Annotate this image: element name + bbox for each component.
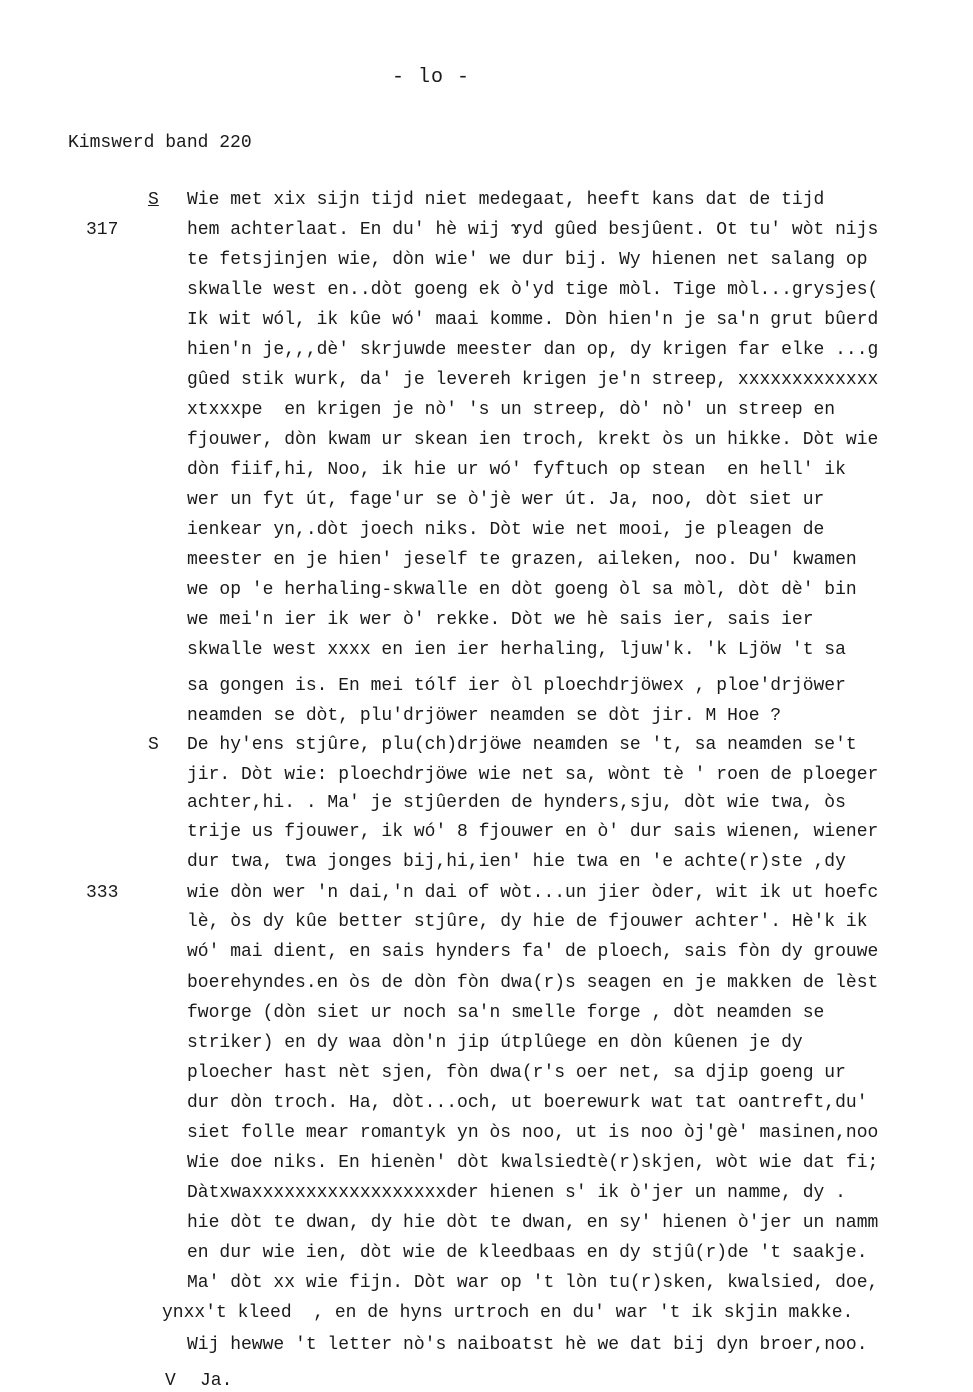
transcript-line: Wie doe niks. En hienèn' dòt kwalsiedtè(r)skjen, wòt wie dat fi; <box>187 1153 879 1173</box>
transcript-line: striker) en dy waa dòn'n jip útplûege en dòn kûenen je dy <box>187 1033 803 1053</box>
transcript-line: Wij hewwe 't letter nò's naiboatst hè we dat bij dyn broer,noo. <box>187 1335 868 1355</box>
transcript-line: Ma' dòt xx wie fijn. Dòt war op 't lòn tu(r)sken, kwalsied, doe, <box>187 1273 879 1293</box>
speaker-marker: S <box>148 190 159 210</box>
transcript-line: ienkear yn,.dòt joech niks. Dòt wie net mooi, je pleagen de <box>187 520 825 540</box>
transcript-line: Dàtxwaxxxxxxxxxxxxxxxxxxder hienen s' ik ò'jer un namme, dy . <box>187 1183 846 1203</box>
transcript-line: we mei'n ier ik wer ò' rekke. Dòt we hè sais ier, sais ier <box>187 610 814 630</box>
transcript-line: hien'n je,,,dè' skrjuwde meester dan op, dy krigen far elke ...g <box>187 340 879 360</box>
transcript-line: jir. Dòt wie: ploechdrjöwe wie net sa, wònt tè ' roen de ploeger <box>187 765 879 785</box>
speaker-marker: S <box>148 735 159 755</box>
speaker-marker: V <box>165 1371 176 1391</box>
transcript-line: achter,hi. . Ma' je stjûerden de hynders,sju, dòt wie twa, òs <box>187 793 846 813</box>
transcript-line: dur dòn troch. Ha, dòt...och, ut boerewurk wat tat oantreft,du' <box>187 1093 868 1113</box>
transcript-line: gûed stik wurk, da' je levereh krigen je'n streep, xxxxxxxxxxxxx <box>187 370 879 390</box>
transcript-line: skwalle west xxxx en ien ier herhaling, ljuw'k. 'k Ljöw 't sa <box>187 640 846 660</box>
page-number: - lo - <box>392 66 471 89</box>
transcript-line: fworge (dòn siet ur noch sa'n smelle forge , dòt neamden se <box>187 1003 825 1023</box>
transcript-line: siet folle mear romantyk yn òs noo, ut is noo òj'gè' masinen,noo <box>187 1123 879 1143</box>
transcript-line: dòn fiif,hi, Noo, ik hie ur wó' fyftuch op stean en hell' ik <box>187 460 846 480</box>
transcript-line: skwalle west en..dòt goeng ek ò'yd tige mòl. Tige mòl...grysjes( <box>187 280 879 300</box>
transcript-line: lè, òs dy kûe better stjûre, dy hie de fjouwer achter'. Hè'k ik <box>187 912 868 932</box>
transcript-line: Wie met xix sijn tijd niet medegaat, heeft kans dat de tijd <box>187 190 825 210</box>
transcript-line: dur twa, twa jonges bij,hi,ien' hie twa en 'e achte(r)ste ,dy <box>187 852 846 872</box>
transcript-line: te fetsjinjen wie, dòn wie' we dur bij. Wy hienen net salang op <box>187 250 868 270</box>
margin-number: 333 <box>86 883 119 903</box>
transcript-line: wó' mai dient, en sais hynders fa' de ploech, sais fòn dy grouwe <box>187 942 879 962</box>
transcript-line: ploecher hast nèt sjen, fòn dwa(r's oer net, sa djip goeng ur <box>187 1063 846 1083</box>
transcript-line: De hy'ens stjûre, plu(ch)drjöwe neamden se 't, sa neamden se't <box>187 735 857 755</box>
transcript-line: ynxx't kleed , en de hyns urtroch en du' war 't ik skjin makke. <box>162 1303 854 1323</box>
transcript-line: Ja. <box>200 1371 233 1391</box>
transcript-line: xtxxxpe en krigen je nò' 's un streep, dò' nò' un streep en <box>187 400 836 420</box>
transcript-line: neamden se dòt, plu'drjöwer neamden se dòt jir. M Hoe ? <box>187 706 782 726</box>
transcript-line: boerehyndes.en òs de dòn fòn dwa(r)s seagen en je makken de lèst <box>187 973 879 993</box>
transcript-line: hie dòt te dwan, dy hie dòt te dwan, en sy' hienen ò'jer un namm <box>187 1213 879 1233</box>
transcript-line: trije us fjouwer, ik wó' 8 fjouwer en ò' dur sais wienen, wiener <box>187 822 879 842</box>
transcript-line: wer un fyt út, fage'ur se ò'jè wer út. Ja, noo, dòt siet ur <box>187 490 825 510</box>
document-header: Kimswerd band 220 <box>68 133 252 153</box>
transcript-line: meester en je hien' jeself te grazen, aileken, noo. Du' kwamen <box>187 550 857 570</box>
transcript-line: en dur wie ien, dòt wie de kleedbaas en dy stjû(r)de 't saakje. <box>187 1243 868 1263</box>
transcript-line: hem achterlaat. En du' hè wij ɤyd gûed besjûent. Ot tu' wòt nijs <box>187 220 879 240</box>
transcript-line: we op 'e herhaling-skwalle en dòt goeng òl sa mòl, dòt dè' bin <box>187 580 857 600</box>
transcript-line: wie dòn wer 'n dai,'n dai of wòt...un jier òder, wit ik ut hoefc <box>187 883 879 903</box>
transcript-line: sa gongen is. En mei tólf ier òl ploechdrjöwex , ploe'drjöwer <box>187 676 846 696</box>
margin-number: 317 <box>86 220 119 240</box>
transcript-line: fjouwer, dòn kwam ur skean ien troch, krekt òs un hikke. Dòt wie <box>187 430 879 450</box>
transcript-line: Ik wit wól, ik kûe wó' maai komme. Dòn hien'n je sa'n grut bûerd <box>187 310 879 330</box>
